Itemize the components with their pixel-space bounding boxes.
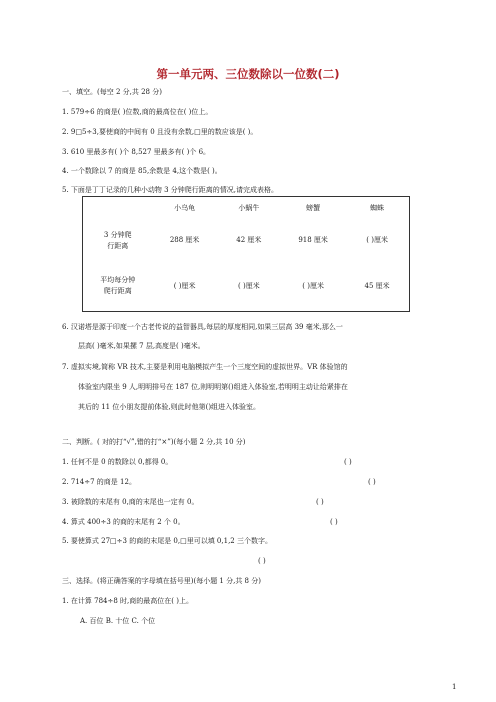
question-1-6-cont: 层高( )毫米,如果摞 7 层,高度是( )毫米。 xyxy=(78,342,205,350)
question-2-4: 4. 算式 400÷3 的商的末尾有 2 个 0。 xyxy=(62,518,185,526)
table-cell: ( )厘米 xyxy=(366,236,388,245)
question-1-2: 2. 9□5÷3,要使商的中间有 0 且没有余数,□里的数应该是( )。 xyxy=(62,128,258,136)
question-1-6: 6. 汉诺塔是源于印度一个古老传说的益智器具,每层的厚度相同,如果三层高 39 毫米,那么一 xyxy=(62,323,343,331)
row-label xyxy=(83,261,153,311)
question-1-5: 5. 下面是丁丁记录的几种小动物 3 分钟爬行距离的情况,请完成表格。 xyxy=(62,186,279,194)
row-label-line: 爬行距离 xyxy=(103,287,132,296)
table-header-cell: 螃蟹 xyxy=(306,203,321,212)
table-cell: ( )厘米 xyxy=(302,281,324,290)
table-header-cell: 小蜗牛 xyxy=(238,203,260,212)
page-title: 第一单元两、三位数除以一位数(二) xyxy=(156,67,340,81)
table-header-row xyxy=(83,197,410,220)
question-2-3: 3. 被除数的末尾有 0,商的末尾也一定有 0。 xyxy=(62,498,199,506)
question-1-7-cont: 其后的 11 位小朋友提前体验,则此时他第()组进入体验室。 xyxy=(78,403,261,411)
row-label xyxy=(83,220,153,261)
question-1-1: 1. 579÷6 的商是( )位数,商的最高位在( )位上。 xyxy=(62,108,213,116)
section-heading-choice: 三、选择。(将正确答案的字母填在括号里)(每小题 1 分,共 8 分) xyxy=(62,577,261,585)
table-cell: ( )厘米 xyxy=(173,281,196,290)
question-3-1-options: A. 百位 B. 十位 C. 个位 xyxy=(80,617,156,625)
section-heading-fill-blank: 一、填空。(每空 2 分,共 28 分) xyxy=(62,88,162,96)
table-cell: ( )厘米 xyxy=(238,281,260,290)
section-heading-judge: 二、判断。( 对的打“√”,错的打“×”)(每小题 2 分,共 10 分) xyxy=(62,438,246,446)
question-3-1: 1. 在计算 784÷8 时,商的最高位在( )上。 xyxy=(62,597,193,605)
row-label-line: 行距离 xyxy=(107,241,129,250)
row-label-line: 3 分钟爬 xyxy=(103,230,132,239)
table-row xyxy=(83,261,410,311)
question-1-3: 3. 610 里最多有( )个 8,527 里最多有( )个 6。 xyxy=(62,148,211,156)
answer-paren: ( ) xyxy=(316,498,324,506)
animal-distance-table xyxy=(82,196,410,312)
table-cell: 42 厘米 xyxy=(236,236,262,245)
question-1-7: 7. 虚拟实境,简称 VR 技术,主要是利用电脑模拟产生一个三度空间的虚拟世界。VR 体验馆的 xyxy=(62,363,348,371)
answer-paren: ( ) xyxy=(368,478,376,486)
table-cell: 45 厘米 xyxy=(364,281,390,290)
answer-paren: ( ) xyxy=(330,518,338,526)
question-1-7-cont: 体验室内限坐 9 人,明明排号在 187 位,则明明第()组进入体验室,若明明主动让给紧排在 xyxy=(78,383,348,391)
table-cell: 288 厘米 xyxy=(169,236,200,245)
table-cell: 918 厘米 xyxy=(298,236,328,245)
page-number: 1 xyxy=(452,683,457,691)
table-header-cell xyxy=(83,197,153,220)
question-1-4: 4. 一个数除以 7 的商是 85,余数是 4,这个数是( )。 xyxy=(62,167,222,175)
question-2-1: 1. 任何不是 0 的数除以 0,都得 0。 xyxy=(62,458,173,466)
question-2-2: 2. 714÷7 的商是 12。 xyxy=(62,478,136,486)
table-header-cell: 蜘蛛 xyxy=(370,203,385,212)
row-label-line: 平均每分钟 xyxy=(100,276,136,285)
question-2-5: 5. 要使算式 27□÷3 的商的末尾是 0,□里可以填 0,1,2 三个数字。 xyxy=(62,537,272,545)
answer-paren: ( ) xyxy=(258,557,266,565)
answer-paren: ( ) xyxy=(344,458,352,466)
table-header-cell: 小乌龟 xyxy=(174,203,196,212)
table-row xyxy=(83,220,410,261)
